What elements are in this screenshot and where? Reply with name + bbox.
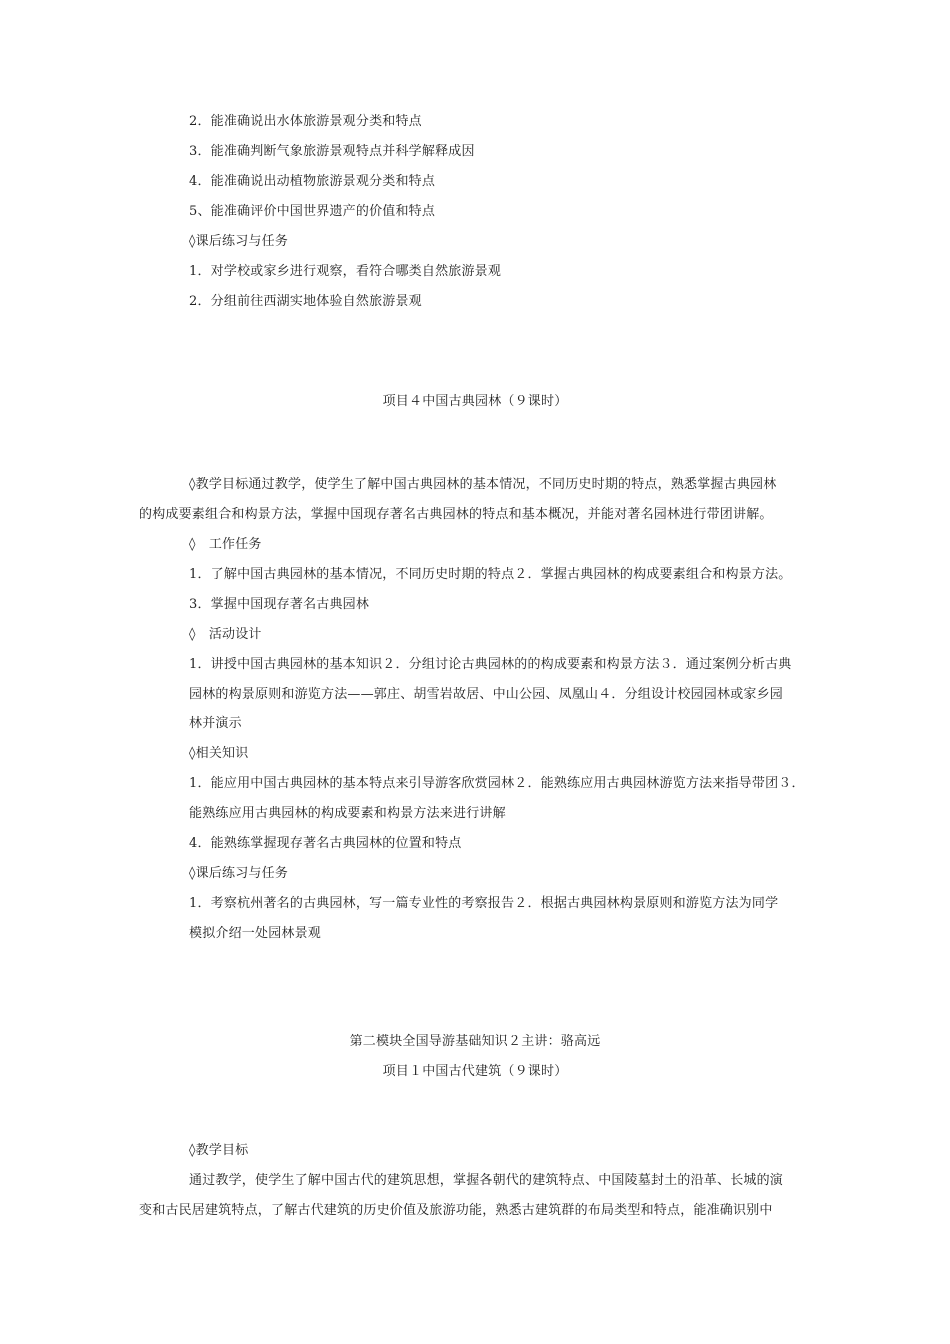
paragraph-line: 1．考察杭州著名的古典园林，写一篇专业性的考察报告２．根据古典园林构景原则和游览方法为同学 <box>189 896 779 911</box>
paragraph-line: 变和古民居建筑特点，了解古代建筑的历史价值及旅游功能，熟悉古建筑群的布局类型和特点，能准确识别中 <box>139 1203 773 1218</box>
section-heading: ◊教学目标 <box>189 1143 249 1158</box>
list-item: 3．掌握中国现存著名古典园林 <box>189 597 370 612</box>
paragraph-line: 通过教学，使学生了解中国古代的建筑思想，掌握各朝代的建筑特点、中国陵墓封土的沿革、长城的演 <box>189 1173 784 1188</box>
paragraph-line: 1．讲授中国古典园林的基本知识２．分组讨论古典园林的的构成要素和构景方法３．通过案例分析古典 <box>189 657 792 672</box>
section-heading: ◊课后练习与任务 <box>189 234 289 249</box>
section-heading: ◊ 活动设计 <box>189 627 262 642</box>
list-item: 4．能熟练掌握现存著名古典园林的位置和特点 <box>189 836 462 851</box>
paragraph-line: 园林的构景原则和游览方法——郭庄、胡雪岩故居、中山公园、凤凰山４．分组设计校园园林或家乡园 <box>189 687 784 702</box>
section-heading: ◊ 工作任务 <box>189 537 262 552</box>
project-title: 项目１中国古代建筑（９课时） <box>382 1064 568 1079</box>
paragraph-line: 的构成要素组合和构景方法，掌握中国现存著名古典园林的特点和基本概况，并能对著名园林进行带团讲解。 <box>139 507 773 522</box>
list-item: 1．了解中国古典园林的基本情况，不同历史时期的特点２．掌握古典园林的构成要素组合和构景方法。 <box>189 567 792 582</box>
list-item: 2．能准确说出水体旅游景观分类和特点 <box>189 114 422 129</box>
list-item: 3．能准确判断气象旅游景观特点并科学解释成因 <box>189 144 475 159</box>
section-heading: ◊相关知识 <box>189 746 249 761</box>
paragraph-line: 模拟介绍一处园林景观 <box>189 926 322 941</box>
paragraph-line: 能熟练应用古典园林的构成要素和构景方法来进行讲解 <box>189 806 506 821</box>
module-title: 第二模块全国导游基础知识２主讲：骆高远 <box>349 1034 601 1049</box>
paragraph-line: 林并演示 <box>189 716 242 731</box>
list-item: 2．分组前往西湖实地体验自然旅游景观 <box>189 294 422 309</box>
list-item: 1．对学校或家乡进行观察，看符合哪类自然旅游景观 <box>189 264 502 279</box>
paragraph-line: ◊教学目标通过教学，使学生了解中国古典园林的基本情况，不同历史时期的特点，熟悉掌握古典园林 <box>189 477 777 492</box>
paragraph-line: 1．能应用中国古典园林的基本特点来引导游客欣赏园林２．能熟练应用古典园林游览方法来指导带团３． <box>189 776 805 791</box>
list-item: 4．能准确说出动植物旅游景观分类和特点 <box>189 174 436 189</box>
project-title: 项目４中国古典园林（９课时） <box>382 394 568 409</box>
section-heading: ◊课后练习与任务 <box>189 866 289 881</box>
list-item: 5、能准确评价中国世界遗产的价值和特点 <box>189 204 436 219</box>
